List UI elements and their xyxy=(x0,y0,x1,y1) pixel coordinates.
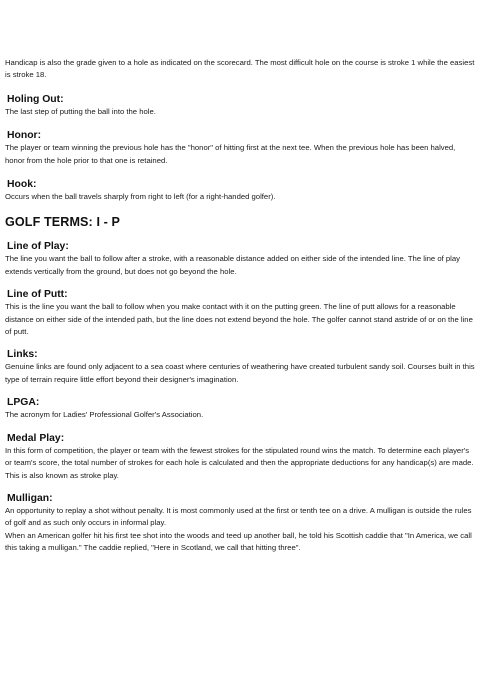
term-hook-definition: Occurs when the ball travels sharply from right to left (for a right-handed golfer). xyxy=(5,192,276,202)
term-medal-play-definition: In this form of competition, the player or team with the fewest strokes for the stipulated round wins the match. To determine each player's or team's score, the total number of strokes for each hole is calculated and then the appropriate deductions for any handicap(s) are made. This is also known as stroke play. xyxy=(5,445,474,480)
term-mulligan-definition: An opportunity to replay a shot without penalty. It is most commonly used at the first or tenth tee on a drive. A mulligan is outside the rules of golf and as such only occurs in informal play. xyxy=(5,505,472,528)
term-mulligan-anecdote: When an American golfer hit his first tee shot into the woods and teed up another ball, he told his Scottish caddie that "In America, we call this taking a mulligan." The caddie replied, "Here in Scotland, we call that hitting three". xyxy=(5,530,472,553)
term-honor-definition: The player or team winning the previous hole has the "honor" of hitting first at the next tee. When the previous hole has been halved, honor from the hole prior to that one is retained. xyxy=(5,143,456,165)
term-line-of-putt-heading: Line of Putt: xyxy=(7,289,68,301)
term-links-heading: Links: xyxy=(7,349,38,361)
term-lpga-definition: The acronym for Ladies' Professional Golfer's Association. xyxy=(5,410,204,420)
term-line-of-play-definition: The line you want the ball to follow after a stroke, with a reasonable distance added on either side of the intended line. The line of play extends vertically from the ground, but does not go beyond the hole. xyxy=(5,254,460,276)
section-title: GOLF TERMS: I - P xyxy=(5,215,121,230)
term-mulligan-heading: Mulligan: xyxy=(7,492,53,504)
term-holing-out-definition: The last step of putting the ball into the hole. xyxy=(5,106,156,116)
term-line-of-play-heading: Line of Play: xyxy=(7,241,69,253)
term-honor-heading: Honor: xyxy=(7,130,42,142)
term-medal-play-heading: Medal Play: xyxy=(7,432,65,444)
term-holing-out-heading: Holing Out: xyxy=(7,93,64,105)
intro-paragraph: Handicap is also the grade given to a hole as indicated on the scorecard. The most difficult hole on the course is stroke 1 while the easiest is stroke 18. xyxy=(5,58,475,80)
term-line-of-putt-definition: This is the line you want the ball to follow when you make contact with it on the putting green. The line of putt allows for a reasonable distance on either side of the intended path, but the line does not extend beyond the hole. The golfer cannot stand astride of or on the line of putt. xyxy=(5,302,473,337)
document-page xyxy=(5,57,475,555)
term-lpga-heading: LPGA: xyxy=(7,397,40,409)
term-hook-heading: Hook: xyxy=(7,179,37,191)
term-links-definition: Genuine links are found only adjacent to a sea coast where centuries of weathering have created turbulent sandy soil. Courses built in this type of terrain require little effort beyond their designer's imagination. xyxy=(5,362,475,384)
